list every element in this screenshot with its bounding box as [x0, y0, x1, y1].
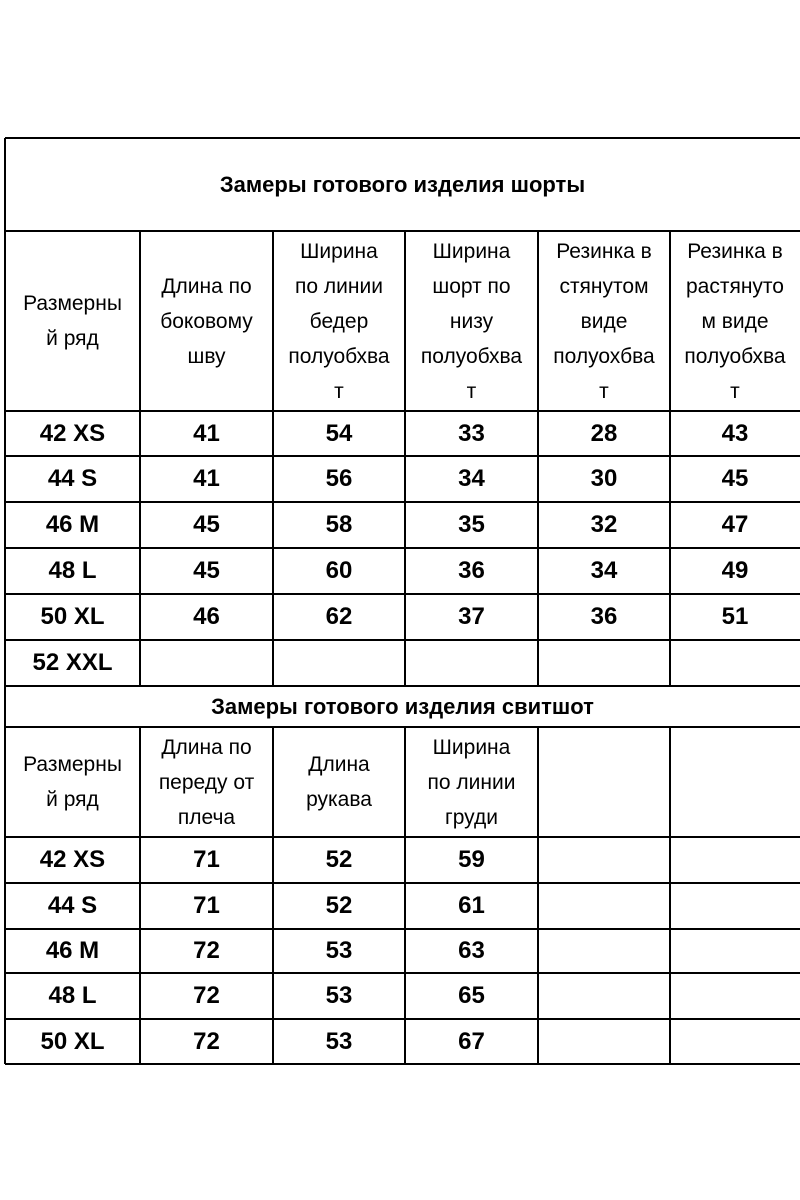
- sweatshirt-cell-r2-c3: 63: [458, 937, 485, 964]
- sweatshirt-cell-r0-c4: [538, 837, 670, 883]
- shorts-cell-r1-c2: 56: [325, 465, 353, 492]
- shorts-cell-r1-c5: 45: [721, 465, 749, 492]
- shorts-cell-r4-c4: 36: [590, 603, 618, 630]
- shorts-header-text: [421, 234, 522, 409]
- shorts-cell-r3-c2: 60: [325, 557, 353, 584]
- shorts-cell-r5-c4: [538, 640, 670, 686]
- header-line: плеча: [177, 805, 236, 829]
- sweatshirt-header-text: [23, 747, 122, 817]
- header-line: Резинка в: [556, 239, 652, 263]
- sweatshirt-cell-r1-c3: 61: [458, 892, 485, 919]
- sweatshirt-cell-r4-c0: 50 XL: [40, 1027, 105, 1055]
- sweatshirt-cell-r1-c4: [538, 883, 670, 929]
- header-line: полуохбва: [553, 344, 655, 368]
- sweatshirt-cell-r4-c3: 67: [458, 1027, 485, 1055]
- sweatshirt-header-3: [405, 727, 538, 837]
- shorts-cell-r2-c1: 45: [193, 511, 220, 538]
- header-line: растянуто: [685, 274, 784, 298]
- sweatshirt-cell-r2-c5: [670, 929, 800, 973]
- sweatshirt-cell-r1-c2: 52: [325, 892, 353, 919]
- sweatshirt-cell-r2-c1: 72: [193, 937, 220, 964]
- header-line: Ширина: [432, 735, 511, 759]
- header-line: т: [466, 379, 477, 403]
- header-line: т: [730, 379, 740, 403]
- shorts-cell-r2-c3: 35: [458, 511, 485, 538]
- sweatshirt-cell-r2-c2: 53: [325, 937, 353, 964]
- sweatshirt-cell-r1-c0: 44 S: [47, 892, 98, 919]
- header-line: шорт по: [432, 274, 511, 298]
- shorts-cell-r5-c3: [405, 640, 538, 686]
- header-line: м виде: [701, 309, 769, 333]
- shorts-cell-r1-c4: 30: [590, 465, 618, 492]
- shorts-header-text: [288, 234, 389, 409]
- shorts-cell-r2-c5: 47: [721, 511, 749, 538]
- header-line: т: [334, 379, 344, 403]
- sweatshirt-header-text: [306, 747, 372, 817]
- shorts-cell-r4-c0: 50 XL: [40, 603, 105, 630]
- header-line: Ширина: [300, 239, 378, 263]
- header-line: Резинка в: [687, 239, 783, 263]
- header-line: полуобхва: [288, 344, 390, 368]
- shorts-cell-r4-c5: 51: [721, 603, 749, 630]
- shorts-cell-r5-c5: [670, 640, 800, 686]
- shorts-cell-r4-c3: 37: [458, 603, 485, 630]
- shorts-cell-r5-c0: 52 XXL: [32, 649, 113, 676]
- sweatshirt-header-1: [140, 727, 273, 837]
- shorts-cell-r3-c3: 36: [458, 557, 485, 584]
- header-line: й ряд: [46, 327, 99, 350]
- header-line: й ряд: [46, 788, 99, 811]
- shorts-header-5: [670, 231, 800, 411]
- shorts-cell-r1-c3: 34: [458, 465, 485, 492]
- sweatshirt-cell-r3-c3: 65: [458, 982, 485, 1009]
- shorts-cell-r5-c2: [273, 640, 405, 686]
- shorts-cell-r1-c0: 44 S: [47, 465, 98, 492]
- shorts-header-text: [553, 234, 654, 409]
- sweatshirt-cell-r0-c1: 71: [193, 846, 220, 873]
- shorts-cell-r4-c1: 46: [193, 603, 220, 630]
- header-line: рукава: [306, 788, 372, 811]
- sweatshirt-cell-r0-c5: [670, 837, 800, 883]
- shorts-header-0: [5, 231, 140, 411]
- shorts-header-4: [538, 231, 670, 411]
- shorts-cell-r2-c0: 46 M: [45, 511, 100, 538]
- sweatshirt-header-2: [273, 727, 405, 837]
- shorts-header-3: [405, 231, 538, 411]
- shorts-cell-r0-c0: 42 XS: [39, 419, 106, 447]
- shorts-header-text: [23, 286, 122, 356]
- shorts-cell-r4-c2: 62: [325, 603, 353, 630]
- shorts-cell-r2-c4: 32: [590, 511, 618, 538]
- sweatshirt-header-text: [428, 730, 516, 835]
- shorts-cell-r5-c1: [140, 640, 273, 686]
- header-line: шву: [187, 344, 226, 368]
- header-line: по линии: [295, 274, 383, 298]
- sweatshirt-cell-r2-c0: 46 M: [45, 937, 100, 964]
- header-line: боковому: [160, 309, 253, 333]
- sweatshirt-cell-r3-c4: [538, 973, 670, 1019]
- sweatshirt-cell-r3-c1: 72: [193, 982, 220, 1009]
- header-line: Длина по: [161, 274, 252, 298]
- sweatshirt-cell-r1-c1: 71: [193, 892, 220, 919]
- header-line: Размерны: [23, 292, 122, 315]
- shorts-cell-r3-c5: 49: [721, 557, 749, 584]
- shorts-cell-r3-c4: 34: [590, 557, 618, 584]
- sweatshirt-cell-r4-c2: 53: [325, 1027, 353, 1055]
- sweatshirt-title: Замеры готового изделия свитшот: [211, 693, 594, 719]
- sweatshirt-header-0: [5, 727, 140, 837]
- shorts-cell-r0-c4: 28: [590, 419, 618, 447]
- header-line: по линии: [427, 770, 516, 794]
- header-line: переду от: [158, 770, 255, 794]
- shorts-cell-r0-c1: 41: [193, 419, 220, 447]
- header-line: Размерны: [23, 753, 122, 776]
- shorts-cell-r0-c2: 54: [325, 419, 353, 447]
- header-line: т: [599, 379, 609, 403]
- sweatshirt-cell-r3-c2: 53: [325, 982, 353, 1009]
- sweatshirt-header-text: [159, 730, 254, 835]
- sweatshirt-cell-r0-c2: 52: [325, 846, 353, 873]
- shorts-cell-r3-c1: 45: [193, 557, 220, 584]
- sweatshirt-cell-r4-c4: [538, 1019, 670, 1064]
- header-line: низу: [449, 309, 494, 333]
- sweatshirt-cell-r2-c4: [538, 929, 670, 973]
- sweatshirt-cell-r4-c1: 72: [193, 1027, 220, 1055]
- sweatshirt-cell-r3-c5: [670, 973, 800, 1019]
- shorts-header-2: [273, 231, 405, 411]
- sweatshirt-cell-r0-c3: 59: [458, 846, 485, 873]
- header-line: Длина: [308, 753, 370, 776]
- header-line: Длина по: [161, 735, 252, 759]
- header-line: Ширина: [432, 239, 511, 263]
- header-line: полуобхва: [684, 344, 786, 368]
- header-line: бедер: [309, 309, 369, 333]
- sweatshirt-cell-r4-c5: [670, 1019, 800, 1064]
- header-line: груди: [445, 805, 498, 829]
- shorts-title: Замеры готового изделия шорты: [219, 171, 586, 197]
- sweatshirt-header-5: [670, 727, 800, 837]
- header-line: виде: [580, 309, 628, 333]
- shorts-header-text: [160, 269, 253, 374]
- shorts-header-1: [140, 231, 273, 411]
- shorts-header-text: [684, 234, 785, 409]
- sweatshirt-cell-r0-c0: 42 XS: [39, 846, 106, 873]
- shorts-cell-r0-c3: 33: [458, 419, 485, 447]
- header-line: полуобхва: [420, 344, 523, 368]
- shorts-cell-r3-c0: 48 L: [48, 557, 97, 584]
- sweatshirt-header-4: [538, 727, 670, 837]
- shorts-cell-r1-c1: 41: [193, 465, 220, 492]
- sweatshirt-cell-r1-c5: [670, 883, 800, 929]
- sweatshirt-cell-r3-c0: 48 L: [48, 982, 97, 1009]
- shorts-cell-r0-c5: 43: [721, 419, 749, 447]
- size-chart: [5, 138, 800, 1064]
- shorts-cell-r2-c2: 58: [325, 511, 353, 538]
- header-line: стянутом: [559, 274, 649, 298]
